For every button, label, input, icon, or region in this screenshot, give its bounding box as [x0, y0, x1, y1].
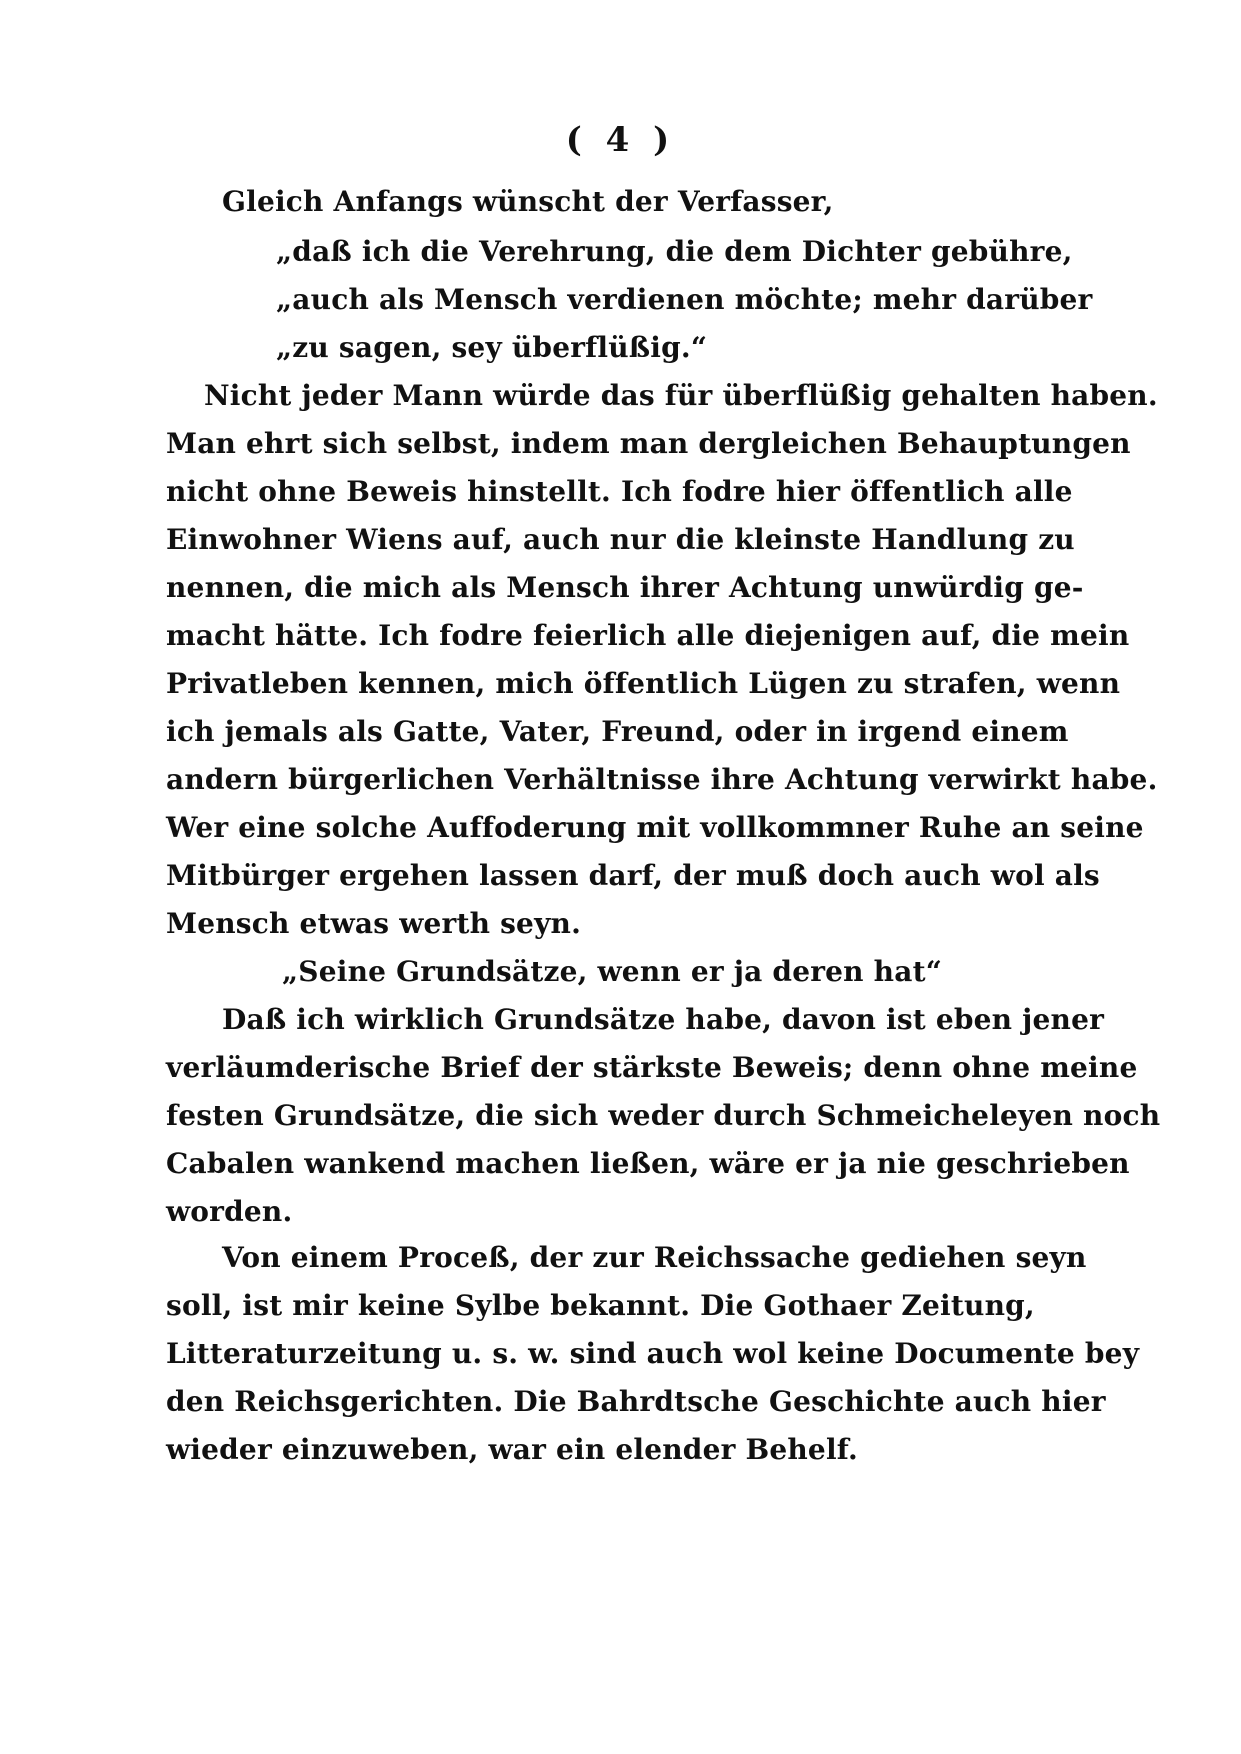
- text-line: verläumderische Brief der stärkste Beweis; denn ohne meine: [166, 1051, 1138, 1084]
- text-line: den Reichsgerichten. Die Bahrdtsche Geschichte auch hier: [166, 1385, 1106, 1418]
- text-line: „auch als Mensch verdienen möchte; mehr darüber: [276, 283, 1093, 316]
- text-line: macht hätte. Ich fodre feierlich alle diejenigen auf, die mein: [166, 619, 1130, 652]
- text-line: Von einem Proceß, der zur Reichssache gediehen seyn: [222, 1241, 1087, 1274]
- text-line: Litteraturzeitung u. s. w. sind auch wol keine Documente bey: [166, 1337, 1140, 1370]
- text-line: Wer eine solche Auffoderung mit vollkommner Ruhe an seine: [166, 811, 1144, 844]
- text-line: wieder einzuweben, war ein elender Behelf.: [166, 1433, 858, 1466]
- text-line: Nicht jeder Mann würde das für überflüßig gehalten haben.: [204, 379, 1158, 412]
- text-line: „zu sagen, sey überflüßig.“: [276, 331, 708, 364]
- text-line: „daß ich die Verehrung, die dem Dichter gebühre,: [276, 235, 1073, 268]
- text-line: andern bürgerlichen Verhältnisse ihre Achtung verwirkt habe.: [166, 763, 1158, 796]
- text-line: nicht ohne Beweis hinstellt. Ich fodre hier öffentlich alle: [166, 475, 1073, 508]
- text-line: worden.: [166, 1195, 293, 1228]
- text-line: Man ehrt sich selbst, indem man dergleichen Behauptungen: [166, 427, 1131, 460]
- text-line: Mitbürger ergehen lassen darf, der muß doch auch wol als: [166, 859, 1100, 892]
- text-line: Mensch etwas werth seyn.: [166, 907, 582, 940]
- text-line: Cabalen wankend machen ließen, wäre er ja nie geschrieben: [166, 1147, 1130, 1180]
- text-line: nennen, die mich als Mensch ihrer Achtung unwürdig ge-: [166, 571, 1084, 604]
- text-line: Daß ich wirklich Grundsätze habe, davon ist eben jener: [222, 1003, 1105, 1036]
- text-line: soll, ist mir keine Sylbe bekannt. Die Gothaer Zeitung,: [166, 1289, 1035, 1322]
- text-line: festen Grundsätze, die sich weder durch Schmeicheleyen noch: [166, 1099, 1161, 1132]
- text-line: Einwohner Wiens auf, auch nur die kleinste Handlung zu: [166, 523, 1075, 556]
- text-line: „Seine Grundsätze, wenn er ja deren hat“: [282, 955, 943, 988]
- text-line: Gleich Anfangs wünscht der Verfasser,: [222, 185, 834, 218]
- page-number: ( 4 ): [565, 120, 676, 160]
- text-line: Privatleben kennen, mich öffentlich Lügen zu strafen, wenn: [166, 667, 1121, 700]
- text-line: ich jemals als Gatte, Vater, Freund, oder in irgend einem: [166, 715, 1069, 748]
